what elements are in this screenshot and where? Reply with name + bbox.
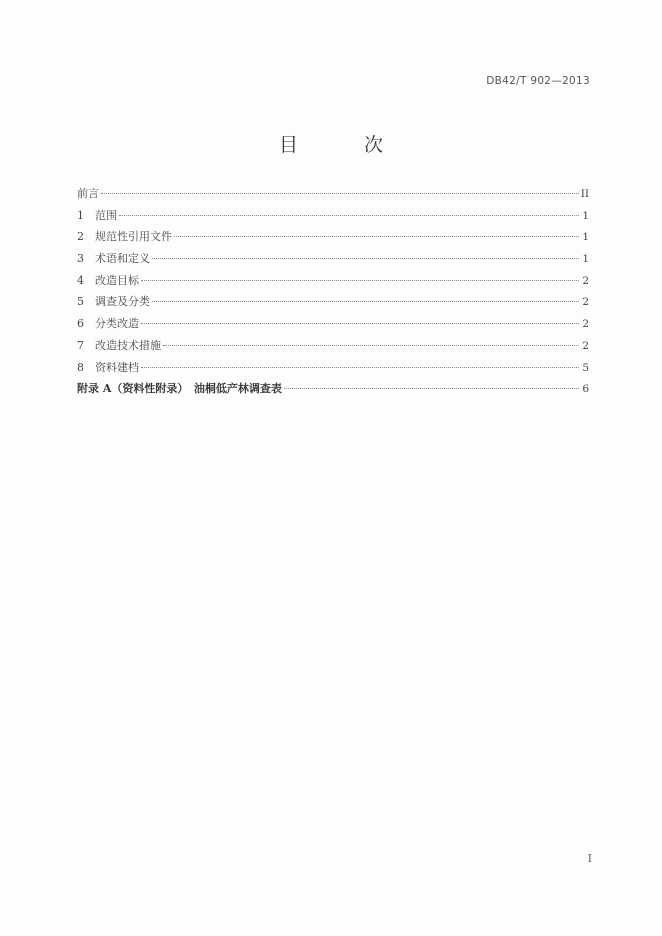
toc-entry[interactable] [77,378,589,400]
toc-title-char-2: 次 [364,134,384,156]
page-number: I [587,852,592,865]
toc-entry-number: 7 [77,338,84,352]
toc-entry-label: 分类改造 [95,317,139,331]
toc-entry-label: 附录 A（资料性附录） 油桐低产林调查表 [77,382,282,396]
toc-entry-page: 1 [582,231,589,244]
toc-entry[interactable] [77,335,589,357]
toc-dot-leader [141,366,579,368]
toc-entry-label: 改造目标 [95,273,139,287]
toc-entry-page: 2 [582,296,589,309]
toc-entry-page: 1 [582,209,589,222]
toc-entry-label: 规范性引用文件 [95,230,172,244]
toc-dot-leader [101,192,579,194]
toc-entry[interactable] [77,291,589,313]
toc-dot-leader [163,344,579,346]
toc-entry[interactable] [77,313,589,335]
toc-entry-page: 2 [582,274,589,287]
toc-dot-leader [284,387,579,389]
toc-entry-number: 6 [77,317,84,331]
toc-entry[interactable] [77,226,589,248]
toc-entry-number: 8 [77,360,84,374]
toc-entry-number: 4 [77,273,84,287]
standard-code: DB42/T 902—2013 [486,75,590,87]
toc-entry-page: 5 [582,361,589,374]
toc-entry-page: 2 [582,318,589,331]
toc-entry-page: 2 [582,339,589,352]
toc-entry-label: 术语和定义 [95,252,150,266]
toc-entry[interactable] [77,270,589,292]
toc-entry-number: 2 [77,230,84,244]
toc-entry-number: 1 [77,208,84,222]
toc-entry-page: 6 [582,383,589,396]
toc-entry-number: 5 [77,295,84,309]
toc-dot-leader [119,214,579,216]
toc-entry-label: 前言 [77,187,99,200]
toc-dot-leader [141,279,579,281]
toc-dot-leader [152,300,579,302]
toc-dot-leader [141,322,579,324]
toc-dot-leader [174,235,579,237]
toc-entry-page: 1 [582,253,589,266]
toc-entry[interactable] [77,248,589,270]
toc-entry[interactable] [77,183,589,205]
toc-title-char-1: 目 [278,134,298,156]
toc-entry-label: 资料建档 [95,360,139,374]
toc-entry-label: 调查及分类 [95,295,150,309]
toc-entry-number: 3 [77,252,84,266]
toc-entry-label: 改造技术措施 [95,338,161,352]
toc-title [0,130,662,157]
toc-entry-page: II [580,188,589,200]
table-of-contents [77,183,589,400]
toc-entry[interactable] [77,357,589,379]
toc-entry-label: 范围 [95,208,117,222]
toc-entry[interactable] [77,205,589,227]
toc-dot-leader [152,257,579,259]
